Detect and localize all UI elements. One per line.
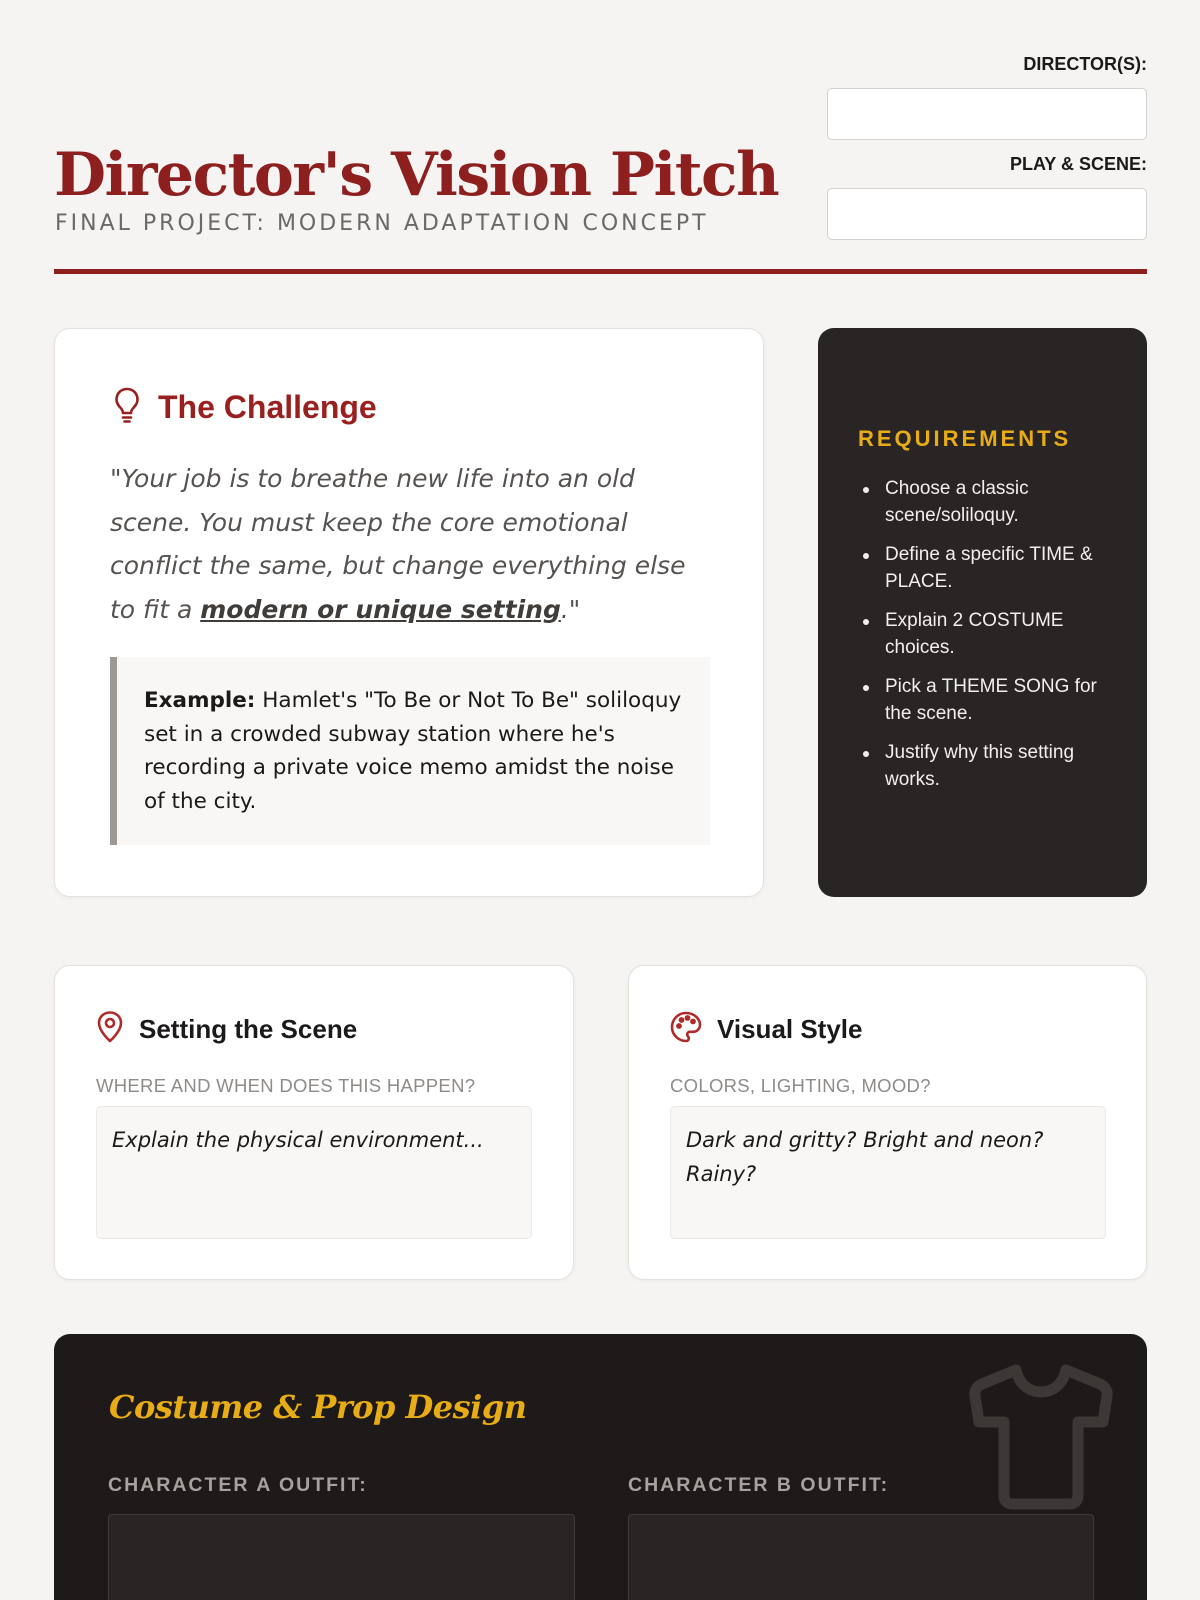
character-b-input[interactable]	[628, 1514, 1094, 1600]
example-label: Example:	[144, 688, 256, 713]
play-scene-input[interactable]	[827, 188, 1147, 240]
list-item: Choose a classic scene/soliloquy.	[858, 476, 1128, 529]
visual-title: Visual Style	[717, 1014, 863, 1044]
play-scene-label: PLAY & SCENE:	[1009, 154, 1147, 174]
page-subtitle: FINAL PROJECT: MODERN ADAPTATION CONCEPT	[55, 211, 709, 236]
page-title: Director's Vision Pitch	[54, 140, 779, 210]
costume-title: Costume & Prop Design	[109, 1388, 527, 1426]
setting-header	[95, 1010, 357, 1049]
character-a-label: CHARACTER A OUTFIT:	[108, 1474, 368, 1496]
quote-text-end: ."	[560, 594, 581, 624]
requirements-panel	[818, 328, 1147, 897]
character-b-label: CHARACTER B OUTFIT:	[628, 1474, 890, 1496]
list-item: Explain 2 COSTUME choices.	[858, 608, 1128, 661]
setting-textarea[interactable]: Explain the physical environment...	[96, 1106, 532, 1239]
quote-text-start: "Your job is to breathe new life into an old scene. You must keep the core emotional conflict the same, but change everything else to fit a	[110, 464, 686, 624]
palette-icon	[669, 1010, 703, 1049]
challenge-quote	[110, 457, 710, 631]
list-item: Justify why this setting works.	[858, 740, 1128, 793]
quote-emphasis: modern or unique setting	[200, 594, 561, 624]
visual-question: COLORS, LIGHTING, MOOD?	[670, 1075, 931, 1096]
requirements-list	[858, 476, 1128, 806]
challenge-header	[112, 386, 377, 429]
setting-question: WHERE AND WHEN DOES THIS HAPPEN?	[96, 1075, 476, 1096]
requirements-title: REQUIREMENTS	[858, 426, 1072, 451]
list-item: Define a specific TIME & PLACE.	[858, 542, 1128, 595]
map-pin-icon	[95, 1010, 125, 1049]
shirt-icon	[968, 1364, 1114, 1515]
example-callout	[110, 657, 710, 845]
setting-title: Setting the Scene	[139, 1014, 358, 1044]
character-a-input[interactable]	[108, 1514, 575, 1600]
example-text: Hamlet's "To Be or Not To Be" soliloquy set in a crowded subway station where he's recording a private voice memo amidst the noise of the city.	[144, 688, 682, 814]
visual-style-card	[628, 965, 1147, 1280]
setting-card	[54, 965, 574, 1280]
costume-section	[54, 1334, 1147, 1600]
lightbulb-icon	[112, 386, 142, 429]
visual-header	[669, 1010, 863, 1049]
challenge-card	[54, 328, 764, 897]
directors-input[interactable]	[827, 88, 1147, 140]
directors-label: DIRECTOR(S):	[1023, 54, 1147, 74]
visual-textarea[interactable]: Dark and gritty? Bright and neon? Rainy?	[670, 1106, 1106, 1239]
list-item: Pick a THEME SONG for the scene.	[858, 674, 1128, 727]
page-header	[54, 0, 1147, 274]
challenge-title: The Challenge	[158, 389, 377, 425]
